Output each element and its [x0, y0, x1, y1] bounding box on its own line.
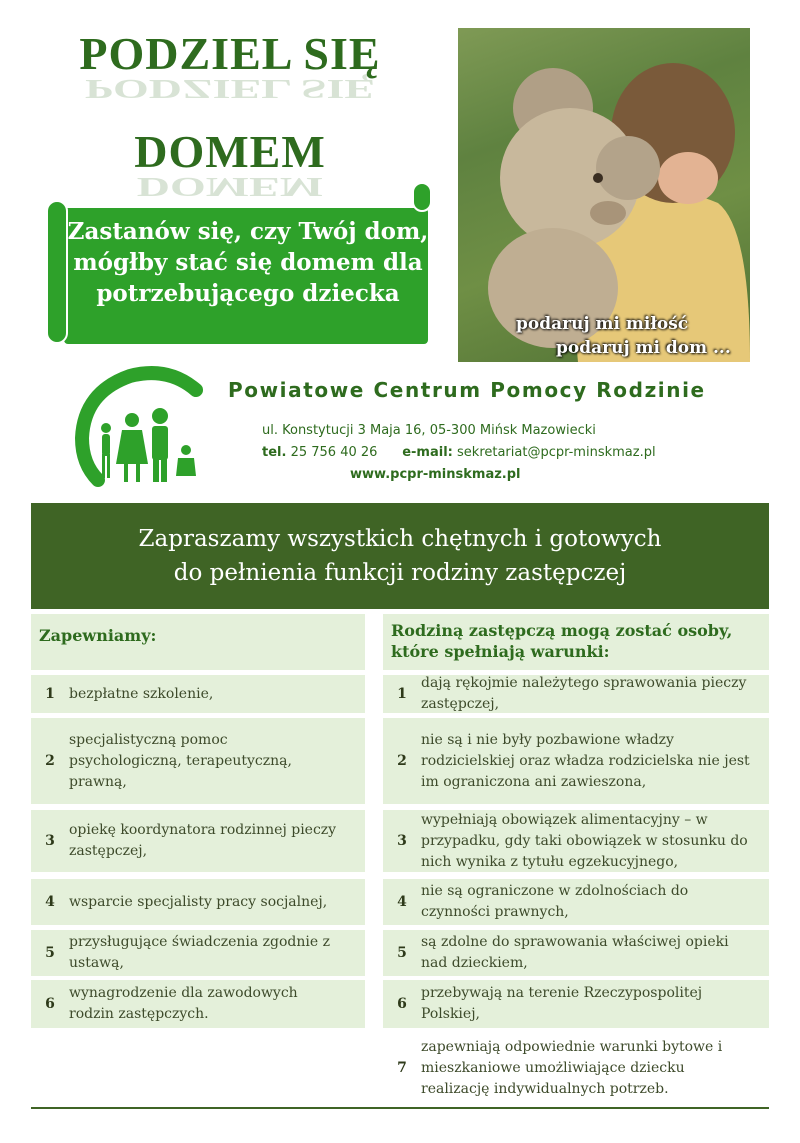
org-name: Powiatowe Centrum Pomocy Rodzinie — [228, 378, 706, 402]
website-link[interactable]: www.pcpr-minskmaz.pl — [350, 467, 521, 482]
item-number: 2 — [45, 753, 55, 769]
tel-value: 25 756 40 26 — [290, 445, 378, 460]
item-text: przebywają na terenie Rzeczypospolitej Polskiej, — [421, 985, 703, 1022]
right-list-item — [383, 879, 769, 925]
right-column-heading — [383, 614, 769, 670]
left-list-item — [31, 879, 365, 925]
item-text: specjalistyczną pomoc psychologiczną, terapeutyczną, prawną, — [69, 731, 292, 790]
left-column-heading — [31, 614, 365, 670]
right-list-item — [383, 718, 769, 804]
item-number: 2 — [397, 753, 407, 769]
item-number: 1 — [45, 686, 55, 702]
right-list-item — [383, 930, 769, 976]
photo-caption-1: podaruj mi miłość — [516, 314, 689, 334]
email-link[interactable]: sekretariat@pcpr-minskmaz.pl — [457, 445, 656, 460]
right-list-item — [383, 1034, 769, 1102]
left-list-item — [31, 675, 365, 713]
item-text: bezpłatne szkolenie, — [69, 685, 214, 702]
item-text: nie są ograniczone w zdolnościach do czynności prawnych, — [421, 883, 689, 920]
item-text: wynagrodzenie dla zawodowych rodzin zastępczych. — [69, 985, 298, 1022]
right-list-item — [383, 980, 769, 1028]
item-number: 3 — [397, 833, 407, 849]
item-number: 4 — [397, 894, 407, 910]
child-with-teddy-bear-photo — [458, 28, 750, 362]
invitation-line-1: Zapraszamy wszystkich chętnych i gotowych — [138, 526, 662, 552]
invitation-bar — [31, 503, 769, 609]
left-heading-text: Zapewniamy: — [39, 626, 157, 645]
banner-roll-right — [412, 182, 432, 212]
invitation-line-2: do pełnienia funkcji rodziny zastępczej — [173, 560, 627, 586]
item-text: są zdolne do sprawowania właściwej opieki nad dzieckiem, — [421, 934, 729, 971]
tel-label: tel. — [262, 445, 287, 460]
item-number: 4 — [45, 894, 55, 910]
photo-illustration — [458, 28, 750, 362]
bottom-divider — [31, 1107, 769, 1109]
right-list-item — [383, 810, 769, 872]
item-number: 5 — [397, 945, 407, 961]
title-line-2: DOMEM — [134, 126, 326, 177]
item-text: nie są i nie były pozbawione władzy rodzicielskiej oraz władza rodzicielska nie jest im ograniczona ani zawieszona, — [421, 731, 750, 790]
poster-title — [40, 28, 420, 224]
org-address: ul. Konstytucji 3 Maja 16, 05-300 Mińsk Mazowiecki — [262, 423, 596, 438]
pcpr-family-logo — [78, 368, 208, 486]
title-line-1-reflection: PODZIEL SIĘ — [84, 74, 376, 105]
email-label: e-mail: — [402, 445, 453, 460]
title-line-2-reflection: DOMEM — [136, 172, 324, 203]
item-number: 3 — [45, 833, 55, 849]
scroll-banner — [46, 196, 430, 346]
left-list-item — [31, 810, 365, 872]
item-number: 1 — [397, 686, 407, 702]
right-list-item — [383, 675, 769, 713]
item-text: opiekę koordynatora rodzinnej pieczy zastępczej, — [69, 822, 337, 859]
title-line-1: PODZIEL SIĘ — [79, 28, 381, 79]
item-text: przysługujące świadczenia zgodnie z ustawą, — [69, 934, 331, 971]
item-number: 5 — [45, 945, 55, 961]
item-text: wypełniają obowiązek alimentacyjny – w przypadku, gdy taki obowiązek w stosunku do nich wynika z tytułu egzekucyjnego, — [421, 811, 748, 870]
item-text: dają rękojmie należytego sprawowania pieczy zastępczej, — [421, 675, 747, 712]
left-list-item — [31, 980, 365, 1028]
banner-roll-left — [46, 200, 68, 344]
item-text: wsparcie specjalisty pracy socjalnej, — [69, 893, 328, 910]
banner-text: Zastanów się, czy Twój dom, mógłby stać się domem dla potrzebującego dziecka — [67, 218, 429, 307]
item-text: zapewniają odpowiednie warunki bytowe i mieszkaniowe umożliwiające dziecku realizację indywidualnych potrzeb. — [421, 1038, 723, 1097]
org-contact — [262, 445, 656, 460]
photo-caption-2: podaruj mi dom ... — [556, 338, 731, 358]
left-list-item — [31, 930, 365, 976]
item-number: 7 — [397, 1060, 407, 1076]
right-heading-text: Rodziną zastępczą mogą zostać osoby, które spełniają warunki: — [391, 621, 733, 661]
left-list-item — [31, 718, 365, 804]
item-number: 6 — [397, 996, 407, 1012]
item-number: 6 — [45, 996, 55, 1012]
